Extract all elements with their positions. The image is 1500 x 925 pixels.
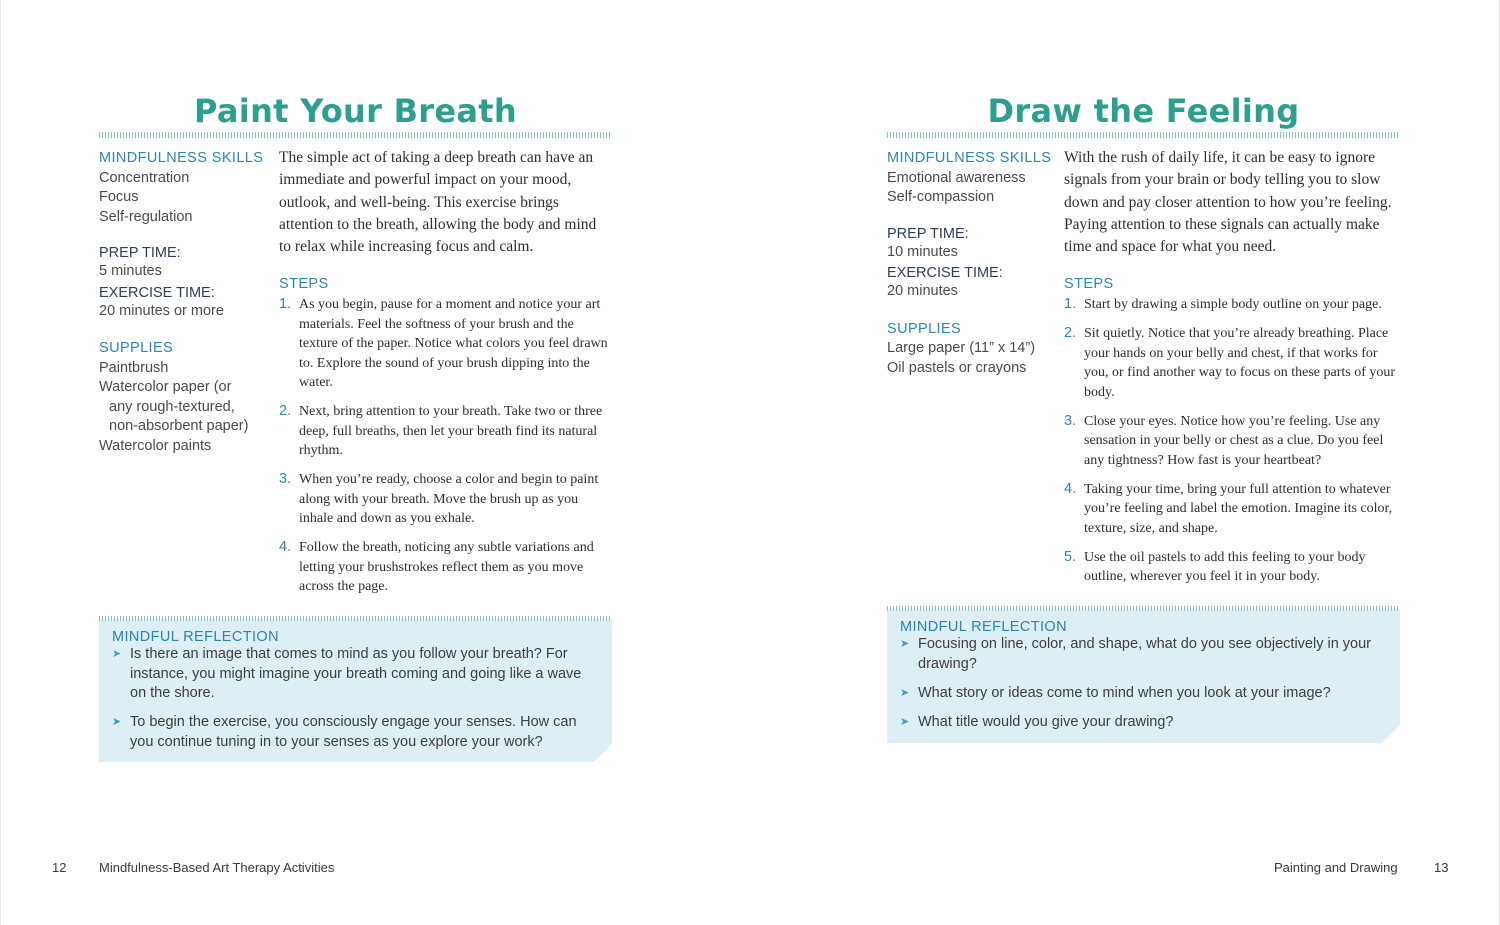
- step-text: Start by drawing a simple body outline on your page.: [1084, 297, 1382, 312]
- intro-paragraph: The simple act of taking a deep breath can have an immediate and powerful impact on your mood, outlook, and well-being. This exercise brings attention to the breath, allowing the body and mind to relax while increasing focus and calm.: [279, 149, 597, 256]
- step-text: Taking your time, bring your full attention to whatever you’re feeling and label the emotion. Imagine its color, texture, size, and shape.: [1084, 481, 1393, 536]
- exercise-time-label: EXERCISE TIME:: [887, 265, 1003, 281]
- page-edge: [0, 0, 1, 925]
- reflection-divider: [99, 616, 612, 621]
- skill-item: Self-compassion: [887, 189, 995, 205]
- reflection-text: To begin the exercise, you consciously engage your senses. How can you continue tuning in to your senses as you explore your work?: [130, 714, 577, 750]
- step-number: 3.: [1064, 412, 1077, 429]
- step-number: 1.: [279, 296, 292, 312]
- step-item: [1064, 295, 1400, 315]
- supply-item: Watercolor paper (or: [99, 379, 232, 395]
- prep-time-value: 10 minutes: [887, 243, 958, 260]
- step-text: Close your eyes. Notice how you’re feeling. Use any sensation in your belly or chest as a clue. Do you feel any tightness? How fast is your heartbeat?: [1084, 413, 1384, 468]
- step-item: [1064, 412, 1400, 471]
- prep-time-value: 5 minutes: [99, 263, 162, 279]
- page-number: 13: [1434, 860, 1449, 875]
- mindful-reflection-box: [887, 610, 1400, 743]
- prep-time-label: PREP TIME:: [887, 225, 969, 242]
- step-item: [279, 538, 612, 597]
- step-item: [279, 295, 612, 393]
- step-number: 2.: [279, 403, 292, 419]
- reflection-divider: [887, 606, 1400, 611]
- reflection-text: What story or ideas come to mind when you look at your image?: [918, 684, 1331, 701]
- step-text: Sit quietly. Notice that you’re already breathing. Place your hands on your belly and chest, if that works for you, or find another way to focus on these parts of your body.: [1084, 326, 1396, 400]
- reflection-heading: MINDFUL REFLECTION: [112, 629, 279, 645]
- step-item: [1064, 324, 1400, 402]
- mindful-reflection-box: [99, 620, 612, 762]
- prep-time-block: [99, 245, 269, 282]
- step-number: 4.: [1064, 480, 1077, 497]
- activity-sidebar: [99, 149, 269, 456]
- running-head: Mindfulness-Based Art Therapy Activities: [99, 860, 335, 875]
- reflection-text: Is there an image that comes to mind as you follow your breath? For instance, you might imagine your breath coming and going like a wave on the shore.: [130, 646, 582, 701]
- reflection-list: [900, 635, 1376, 742]
- reflection-item: [900, 684, 1376, 704]
- arrowhead-bullet-icon: ➤: [112, 716, 122, 728]
- skills-block: [99, 149, 269, 227]
- supplies-block: [99, 339, 269, 456]
- supplies-block: [887, 320, 1057, 379]
- exercise-time-block: [887, 265, 1057, 302]
- arrowhead-bullet-icon: ➤: [900, 715, 910, 728]
- exercise-time-label: EXERCISE TIME:: [99, 284, 215, 301]
- step-number: 1.: [1064, 296, 1077, 312]
- step-number: 3.: [279, 471, 292, 487]
- folded-corner: [594, 744, 612, 762]
- title-divider: [887, 132, 1400, 138]
- supply-item: any rough-textured,: [109, 398, 235, 415]
- page-title: Draw the Feeling: [987, 92, 1300, 130]
- arrowhead-bullet-icon: ➤: [900, 638, 910, 650]
- reflection-item: [112, 645, 588, 704]
- right-page: [750, 0, 1500, 925]
- step-item: [1064, 548, 1400, 587]
- reflection-item: [900, 713, 1376, 733]
- exercise-time-block: [99, 285, 269, 322]
- step-text: When you’re ready, choose a color and begin to paint along with your breath. Move the brush up as you inhale and down as you exhale.: [299, 472, 599, 526]
- reflection-text: Focusing on line, color, and shape, what do you see objectively in your drawing?: [918, 636, 1371, 672]
- steps-list: [279, 295, 612, 606]
- step-number: 5.: [1064, 548, 1077, 565]
- reflection-heading: MINDFUL REFLECTION: [900, 619, 1067, 635]
- skill-item: Concentration: [99, 169, 190, 186]
- exercise-time-value: 20 minutes: [887, 283, 958, 299]
- prep-time-label: PREP TIME:: [99, 245, 181, 261]
- steps-heading: STEPS: [279, 276, 329, 292]
- skills-block: [887, 149, 1057, 208]
- skill-item: Emotional awareness: [887, 169, 1026, 186]
- exercise-time-value: 20 minutes or more: [99, 302, 224, 319]
- step-number: 2.: [1064, 325, 1077, 341]
- skill-item: Focus: [99, 189, 139, 205]
- step-item: [1064, 480, 1400, 539]
- step-text: Use the oil pastels to add this feeling to your body outline, wherever you feel it in your body.: [1084, 549, 1366, 584]
- skill-item: Self-regulation: [99, 208, 193, 225]
- skills-heading: MINDFULNESS SKILLS: [99, 150, 264, 166]
- title-divider: [99, 132, 612, 138]
- page-title: Paint Your Breath: [194, 92, 517, 130]
- step-item: [279, 470, 612, 529]
- folded-corner: [1382, 725, 1400, 743]
- supply-item: Oil pastels or crayons: [887, 359, 1027, 376]
- intro-paragraph: With the rush of daily life, it can be easy to ignore signals from your brain or body telling you to slow down and pay closer attention to how you’re feeling. Paying attention to these signals can actually make time and space for what you need.: [1064, 149, 1392, 256]
- page-number: 12: [52, 860, 67, 875]
- skills-heading: MINDFULNESS SKILLS: [887, 150, 1052, 166]
- step-item: [279, 402, 612, 461]
- reflection-item: [112, 713, 588, 752]
- supply-item: Large paper (11” x 14”): [887, 340, 1036, 356]
- step-text: Follow the breath, noticing any subtle variations and letting your brushstrokes reflect them as you move across the page.: [299, 540, 594, 594]
- step-number: 4.: [279, 539, 292, 555]
- prep-time-block: [887, 226, 1057, 263]
- running-head: Painting and Drawing: [1274, 860, 1398, 875]
- steps-list: [1064, 295, 1400, 596]
- arrowhead-bullet-icon: ➤: [900, 686, 910, 699]
- reflection-list: [112, 645, 588, 762]
- step-text: As you begin, pause for a moment and notice your art materials. Feel the softness of your brush and the texture of the paper. Notice what colors you feel drawn to. Explore the sound of your brush dipping into the water.: [299, 297, 608, 390]
- supply-item: Paintbrush: [99, 359, 169, 376]
- arrowhead-bullet-icon: ➤: [112, 648, 122, 660]
- supplies-heading: SUPPLIES: [887, 320, 962, 337]
- supply-item: non-absorbent paper): [109, 418, 249, 434]
- reflection-item: [900, 635, 1376, 674]
- steps-heading: STEPS: [1064, 276, 1114, 292]
- step-text: Next, bring attention to your breath. Take two or three deep, full breaths, then let your breath find its natural rhythm.: [299, 404, 603, 458]
- supplies-heading: SUPPLIES: [99, 340, 174, 356]
- reflection-text: What title would you give your drawing?: [918, 713, 1174, 730]
- activity-sidebar: [887, 149, 1057, 378]
- supply-item: Watercolor paints: [99, 437, 212, 454]
